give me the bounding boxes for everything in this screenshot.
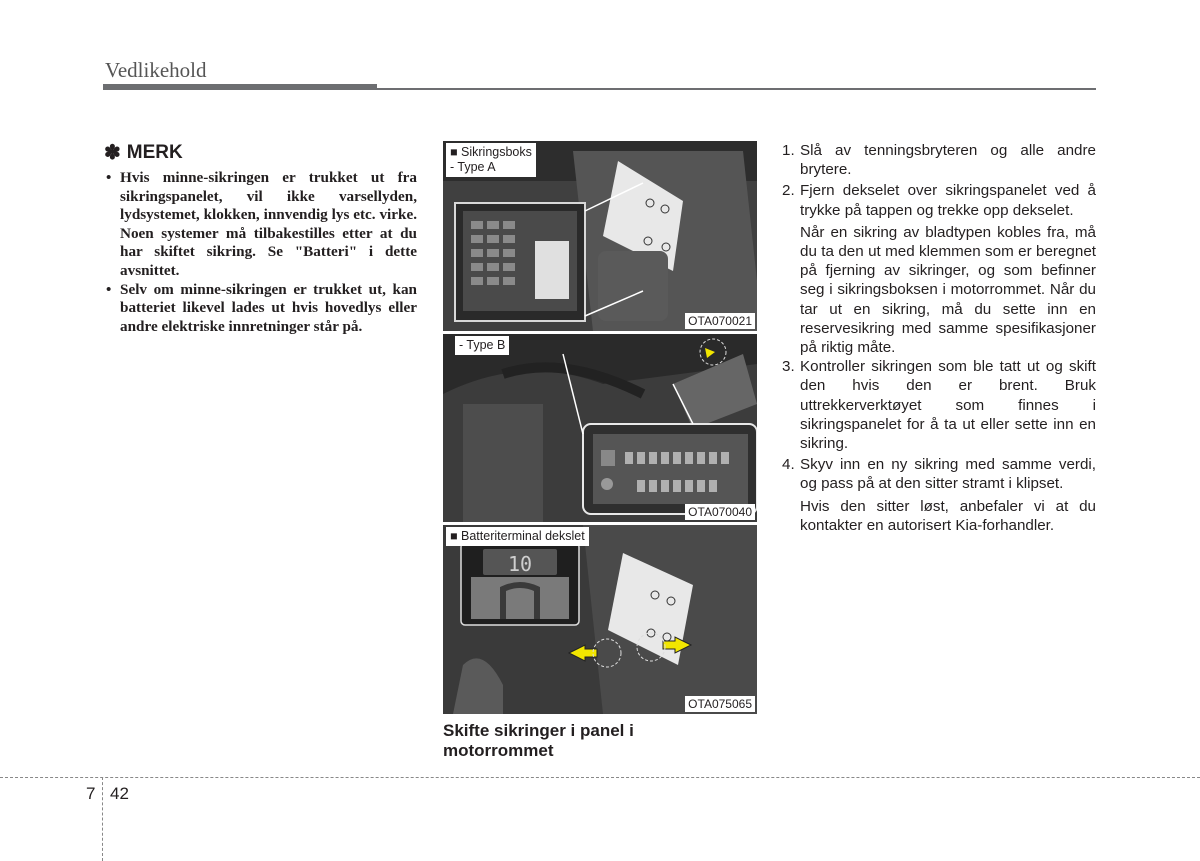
header-rule-thick [103,84,377,90]
page-number: 42 [110,784,129,803]
note-title: MERK [126,141,183,163]
panel-c-code: OTA075065 [685,696,755,712]
footer-rule [0,777,1200,778]
chapter-number: 7 [86,784,96,803]
asterisk-icon: ✽ [104,142,121,164]
photo-fuse-box-type-b [443,334,757,522]
panel-a-label: ■ Sikringsboks - Type A [446,143,536,177]
steps-list [782,141,1096,535]
step-subtext: Når en sikring av bladtypen kobles fra, må du ta den ut med klemmen som er beregnet på fjerning av sikringer, og som befinner seg i sikringsboksen i motorrommet. Når du tar ut en sikring, må du sette inn en reservesikring med samme spesifikasjoner på riktig måte. [800,223,1096,357]
photo-battery-terminal-cover [443,525,757,714]
panel-c-label: ■ Batteriterminal dekslet [446,527,589,546]
page-header-title: Vedlikehold [105,58,207,82]
note-list [104,169,417,336]
step-item: 2. Fjern dekselet over sikringspanelet ved å trykke på tappen og trekke opp dekselet. [782,182,1096,219]
note-box [104,140,417,336]
fuse-figure [443,141,757,714]
photo-fuse-box-type-a [443,141,757,331]
panel-b-label: - Type B [455,336,509,355]
step-item: 4. Skyv inn en ny sikring med samme verdi, og pass på at den sitter stramt i klipset. [782,456,1096,493]
figure-caption: Skifte sikringer i panel i motorrommet [443,721,634,760]
note-item: • Hvis minne-sikringen er trukket ut fra sikringspanelet, vil ikke varsellyden, lydsystemet, klokken, innvendig lys etc. virke. Noen systemer må tilbakestilles etter at du har skiftet sikring. Se "Batteri" i dette avsnittet. [106,169,417,279]
step-item: 3. Kontroller sikringen som ble tatt ut og skift den hvis den er brent. Bruk uttrekkerverktøyet som finnes i sikringspanelet for å ta ut eller sette inn en sikring. [782,358,1096,453]
note-item: • Selv om minne-sikringen er trukket ut, kan batteriet likevel lades ut hvis hovedlys eller andre elektriske innretninger står på. [106,280,417,335]
fuse-box-type-b-illustration [443,334,757,522]
panel-a-code: OTA070021 [685,313,755,329]
step-item: 1. Slå av tenningsbryteren og alle andre brytere. [782,142,1096,179]
fuse-rating-text: 10 [507,552,533,576]
battery-terminal-illustration [443,525,757,714]
panel-b-code: OTA070040 [685,504,755,520]
step-subtext: Hvis den sitter løst, anbefaler vi at du kontakter en autorisert Kia-forhandler. [800,497,1096,534]
footer-divider [102,777,103,861]
note-heading [104,140,417,165]
header-rule-thin [377,88,1096,90]
